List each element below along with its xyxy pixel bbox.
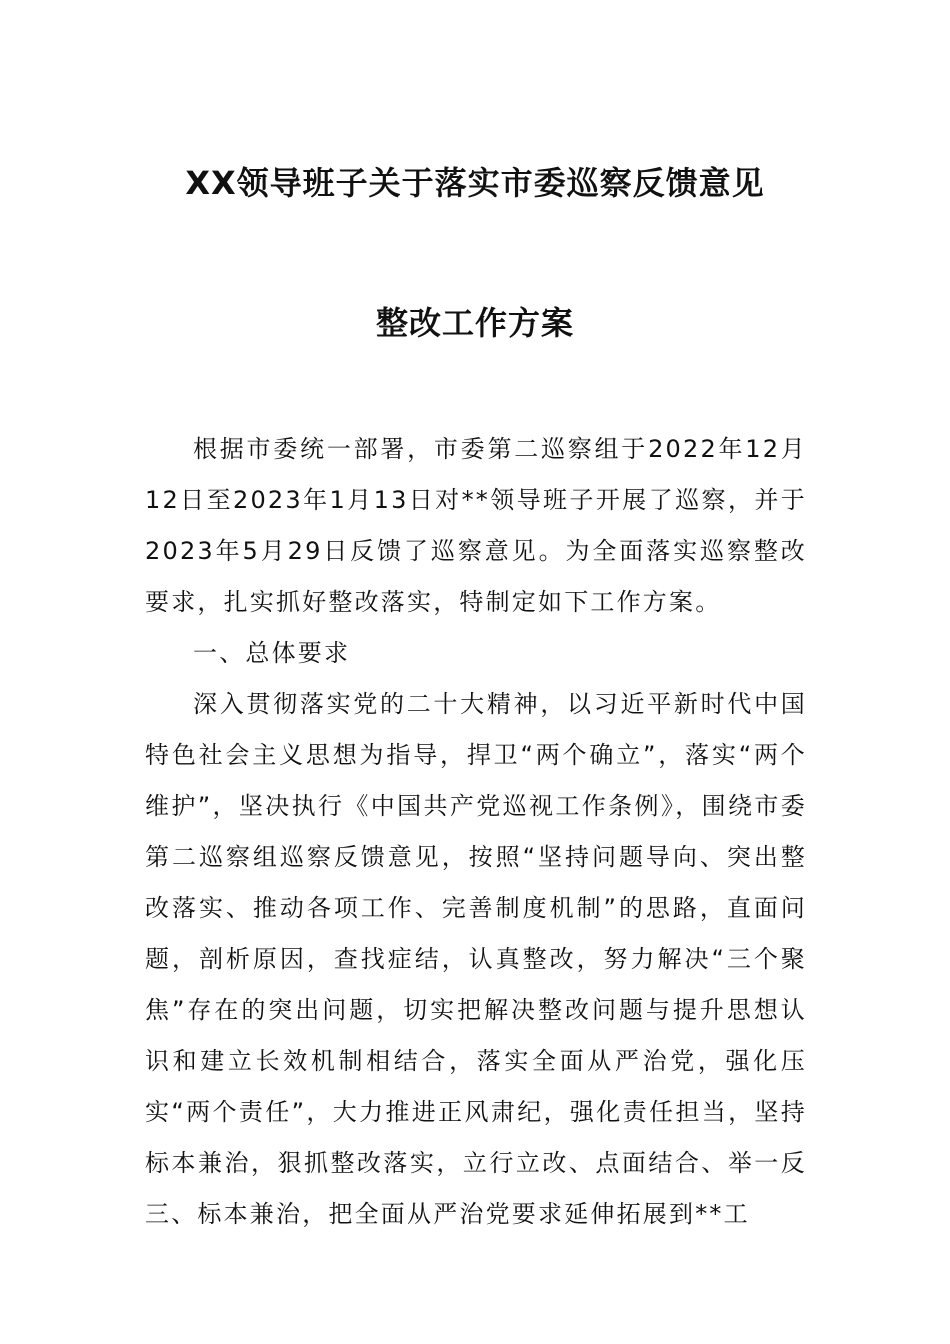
section-heading-overall-requirements: 一、总体要求 <box>193 639 351 667</box>
document-title-line-1: XX领导班子关于落实市委巡察反馈意见 <box>185 164 765 202</box>
document-title-line-2: 整改工作方案 <box>375 304 574 342</box>
document-body <box>145 424 807 1240</box>
paragraph-intro: 根据市委统一部署，市委第二巡察组于2022年12月12日至2023年1月13日对**领导班子开展了巡察，并于2023年5月29日反馈了巡察意见。为全面落实巡察整改要求，扎实抓好整改落实，特制定如下工作方案。 <box>145 435 807 616</box>
paragraph-overall-requirements: 深入贯彻落实党的二十大精神，以习近平新时代中国特色社会主义思想为指导，捍卫“两个确立”，落实“两个维护”，坚决执行《中国共产党巡视工作条例》，围绕市委第二巡察组巡察反馈意见，按照“坚持问题导向、突出整改落实、推动各项工作、完善制度机制”的思路，直面问题，剖析原因，查找症结，认真整改，努力解决“三个聚焦”存在的突出问题，切实把解决整改问题与提升思想认识和建立长效机制相结合，落实全面从严治党，强化压实“两个责任”，大力推进正风肃纪，强化责任担当，坚持标本兼治，狠抓整改落实，立行立改、点面结合、举一反三、标本兼治，把全面从严治党要求延伸拓展到**工 <box>145 690 807 1228</box>
